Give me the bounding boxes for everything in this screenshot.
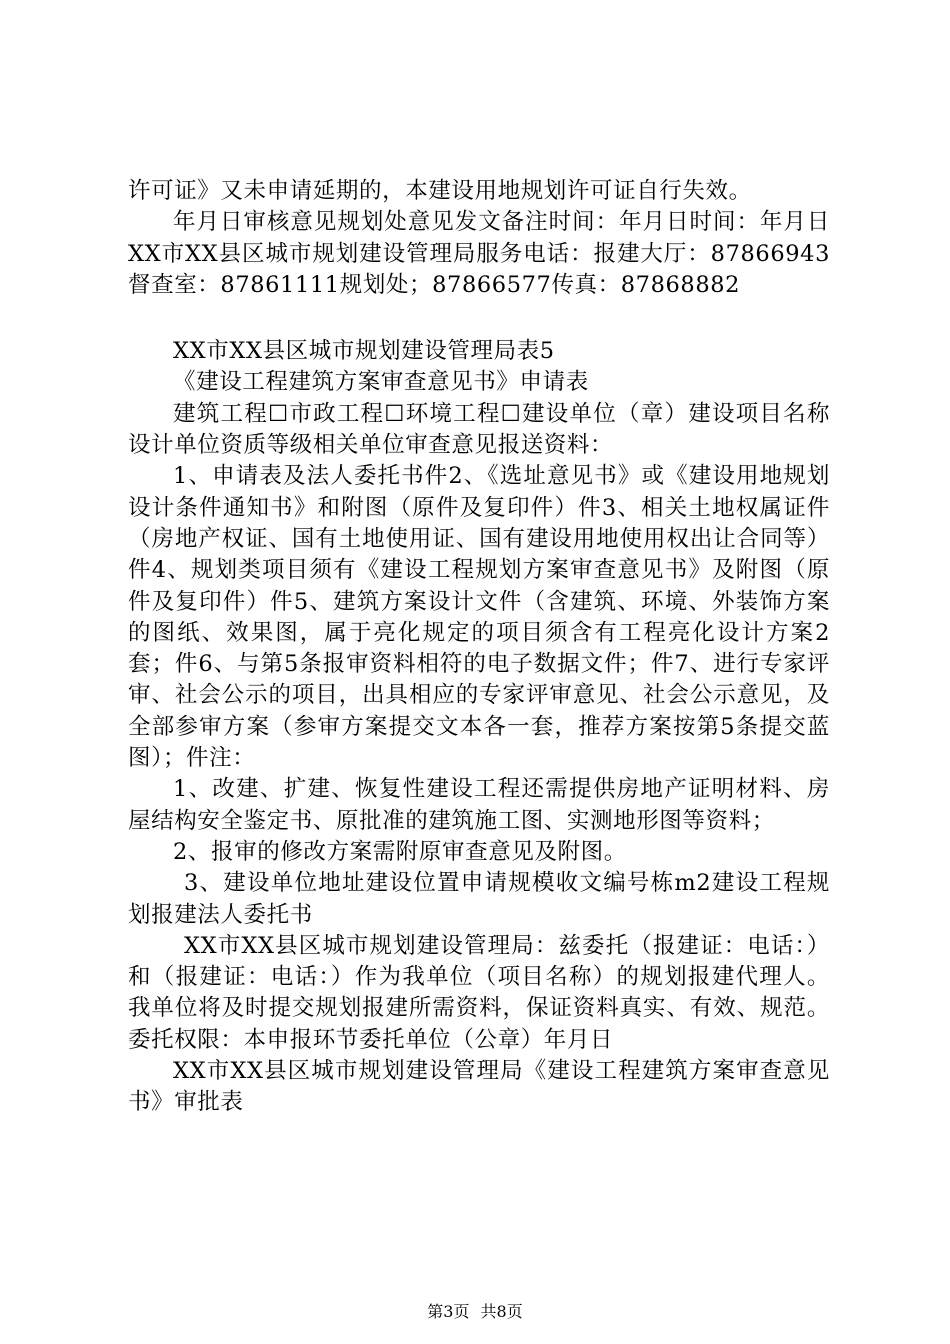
paragraph-power-of-attorney: XX市XX县区城市规划建设管理局：兹委托（报建证：电话：）和（报建证：电话：）作为我单位（项目名称）的规划报建代理人。我单位将及时提交规划报建所需资料，保证资料真实、有效、规范。委托权限：本申报环节委托单位（公章）年月日 [128, 932, 830, 1053]
document-body [128, 176, 830, 1119]
paragraph-review-contacts: 年月日审核意见规划处意见发文备注时间：年月日时间：年月日XX市XX县区城市规划建设管理局服务电话：报建大厅：87866943督查室：87861111规划处；87866577传真：87868882 [128, 209, 830, 298]
page-number: 第3页 [427, 1302, 470, 1321]
note-item-2: 2、报审的修改方案需附原审查意见及附图。 [173, 838, 627, 865]
paragraph-permit-expiry: 许可证》又未申请延期的，本建设用地规划许可证自行失效。 [128, 178, 752, 204]
note-item-3: 3、建设单位地址建设位置申请规模收文编号栋m2建设工程规划报建法人委托书 [128, 870, 830, 928]
form-header: XX市XX县区城市规划建设管理局表5 [173, 338, 555, 365]
paragraph-approval-form-title: XX市XX县区城市规划建设管理局《建设工程建筑方案审查意见书》审批表 [128, 1058, 830, 1116]
paragraph-gap [128, 301, 830, 336]
form-title: 《建设工程建筑方案审查意见书》申请表 [173, 369, 589, 396]
paragraph-project-type: 建筑工程☐市政工程☐环境工程☐建设单位（章）建设项目名称设计单位资质等级相关单位审查意见报送资料： [128, 400, 830, 459]
page-footer [0, 1299, 950, 1322]
note-item-1: 1、改建、扩建、恢复性建设工程还需提供房地产证明材料、房屋结构安全鉴定书、原批准的建筑施工图、实测地形图等资料； [128, 776, 830, 834]
page-total: 共8页 [480, 1302, 523, 1321]
paragraph-required-materials: 1、申请表及法人委托书件2、《选址意见书》或《建设用地规划设计条件通知书》和附图（原件及复印件）件3、相关土地权属证件（房地产权证、国有土地使用证、国有建设用地使用权出让合同等）件4、规划类项目须有《建设工程规划方案审查意见书》及附图（原件及复印件）件5、建筑方案设计文件（含建筑、环境、外装饰方案的图纸、效果图，属于亮化规定的项目须含有工程亮化设计方案2套；件6、与第5条报审资料相符的电子数据文件；件7、进行专家评审、社会公示的项目，出具相应的专家评审意见、社会公示意见，及全部参审方案（参审方案提交文本各一套，推荐方案按第5条提交蓝图）；件注： [128, 463, 830, 772]
